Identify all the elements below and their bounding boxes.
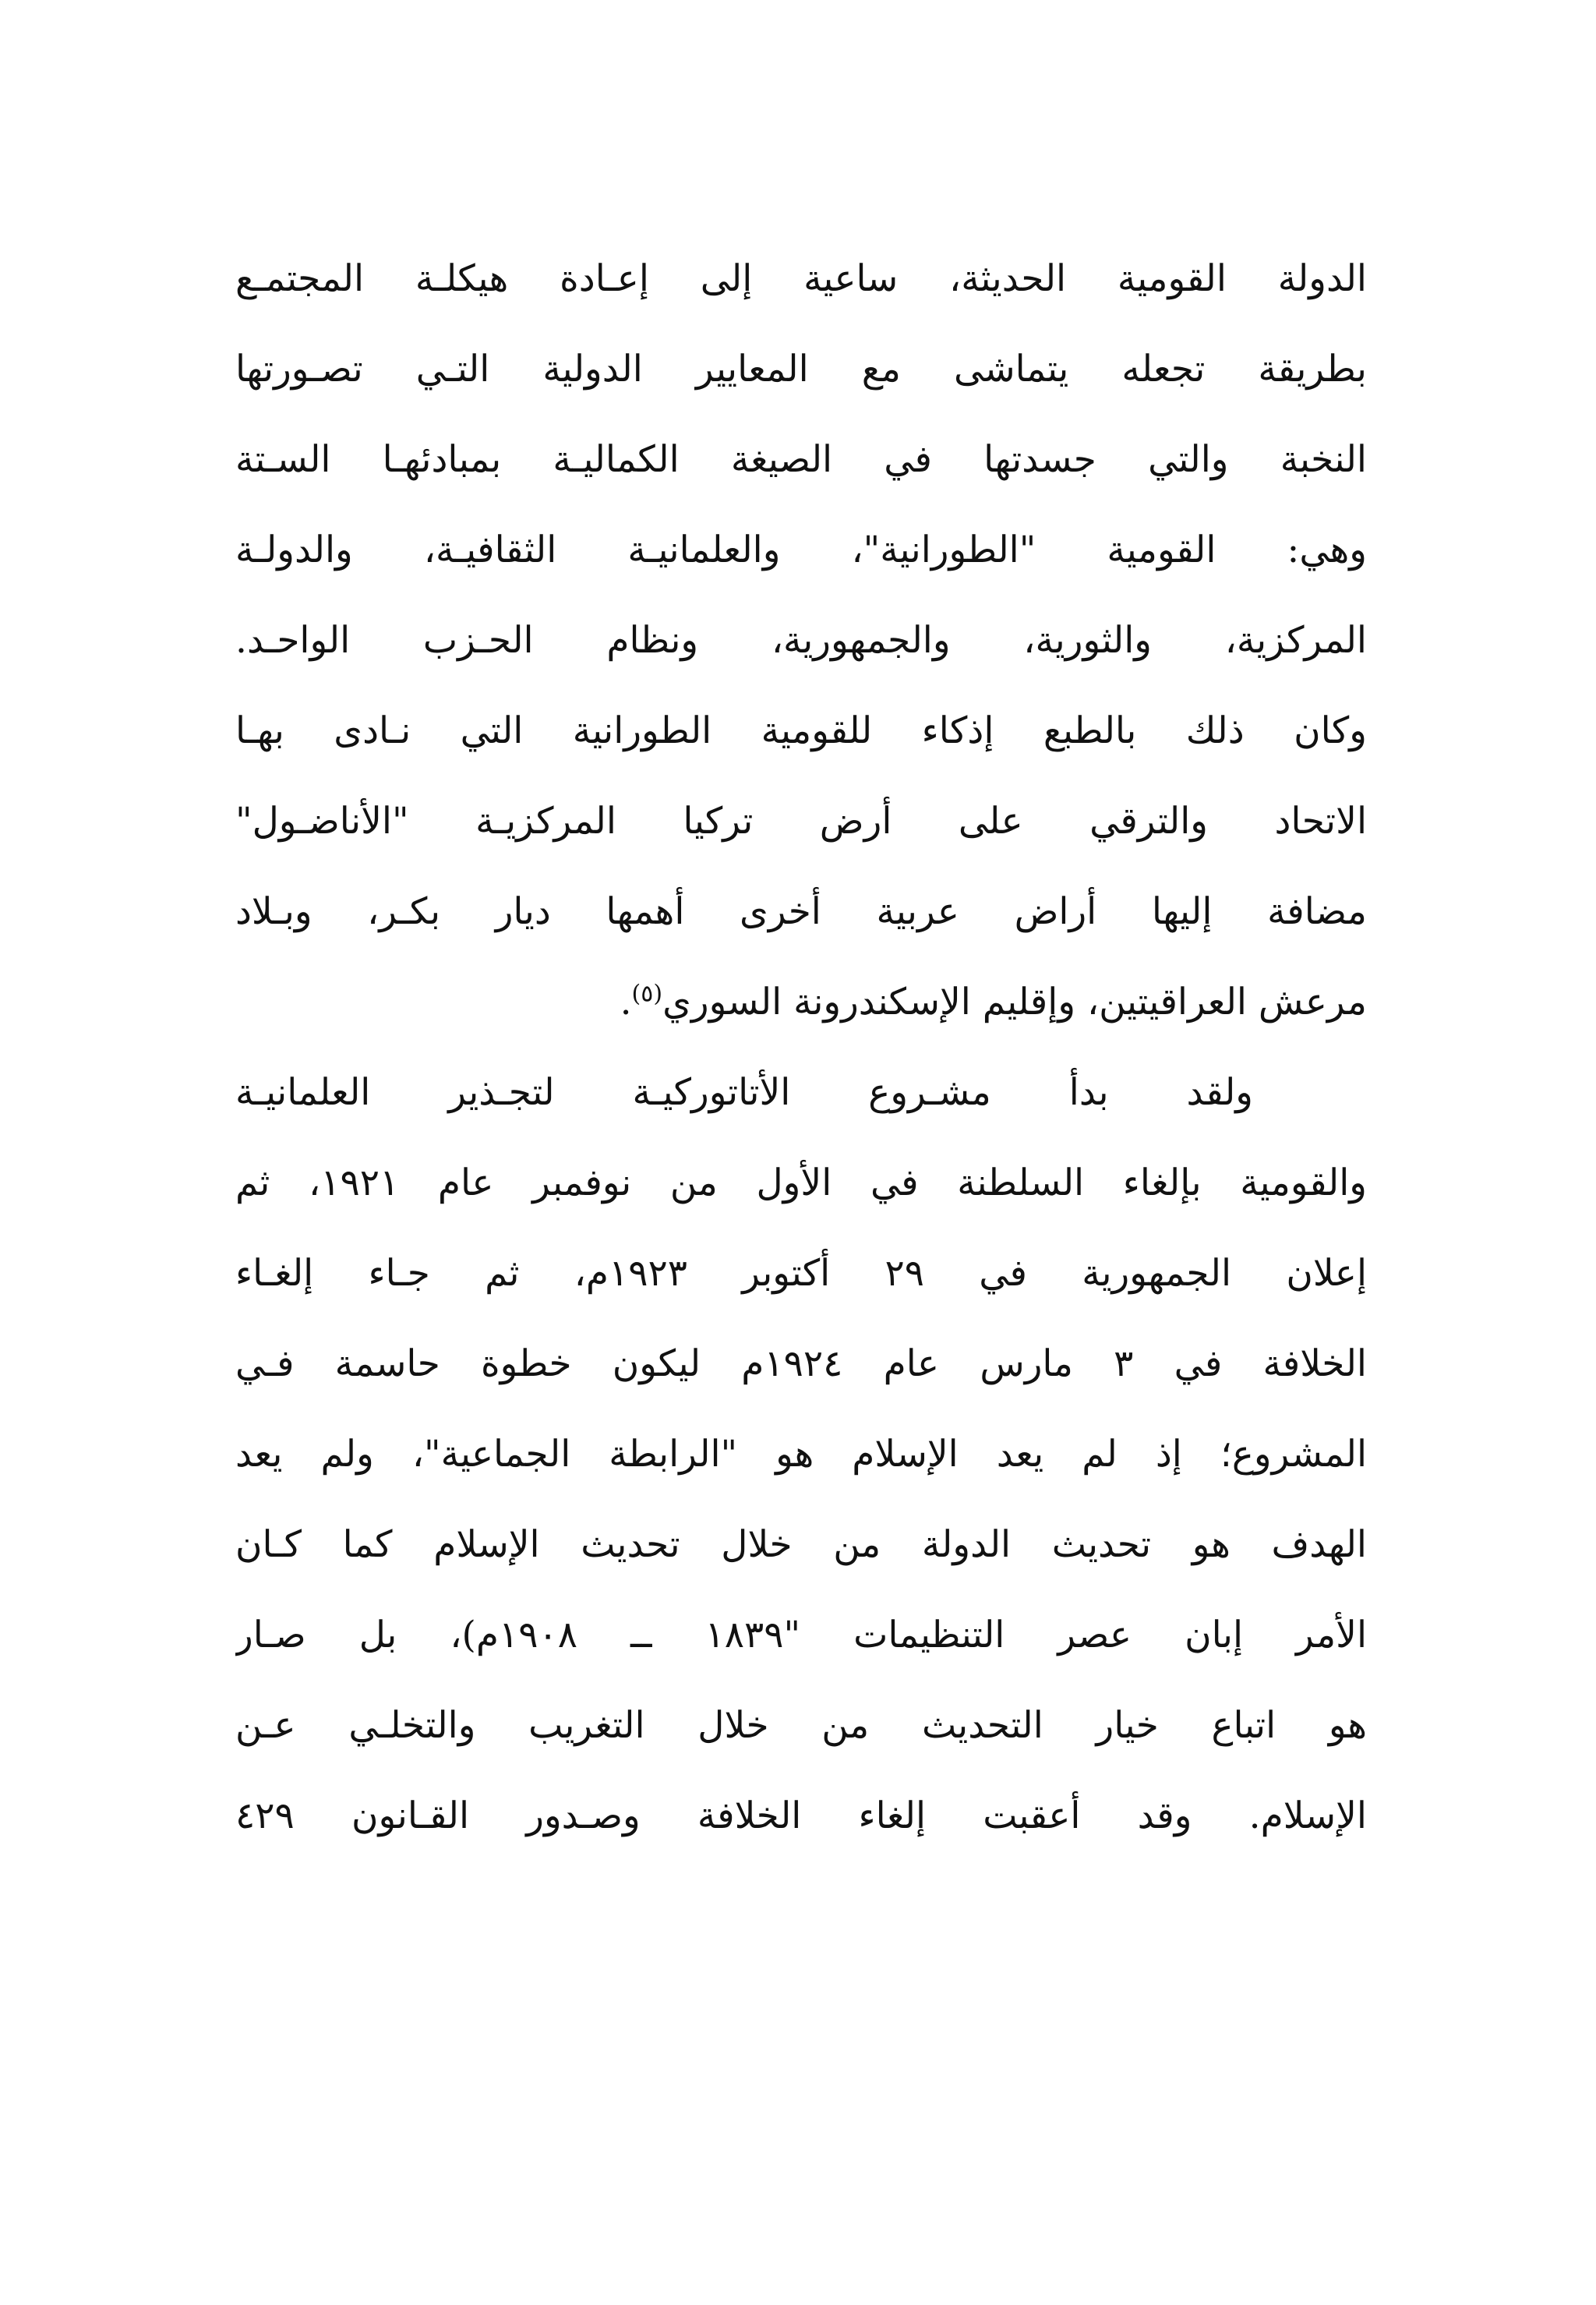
text-line: الأمر إبان عصر التنظيمات "١٨٣٩ ــ ١٩٠٨م)، بل صـار [235, 1614, 1367, 1656]
text-line: وهي: القومية "الطورانية"، والعلمانيـة الثقافيـة، والدولـة [235, 529, 1367, 571]
text-line: النخبة والتي جسدتها في الصيغة الكماليـة بمبادئهـا السـتة [235, 438, 1367, 481]
text-line: مضافة إليها أراض عربية أخرى أهمها ديار بكـر، وبـلاد [235, 890, 1367, 933]
sentence-end: . [620, 981, 632, 1023]
footnote-reference: (٥) [631, 980, 663, 1008]
text-line: والقومية بإلغاء السلطنة في الأول من نوفمبر عام ١٩٢١، ثم [235, 1161, 1367, 1204]
text-line: إعلان الجمهورية في ٢٩ أكتوبر ١٩٢٣م، ثم جـاء إلغـاء [235, 1252, 1367, 1295]
text-line-content: مرعش العراقيتين، وإقليم الإسكندرونة السوري [662, 981, 1367, 1023]
text-line: الاتحاد والترقي على أرض تركيا المركزيـة "الأناضـول" [235, 800, 1367, 843]
text-line: هو اتباع خيار التحديث من خلال التغريب والتخلـي عـن [235, 1704, 1367, 1747]
text-line-with-footnote [235, 957, 1367, 1048]
text-line-indented: ولقد بدأ مشـروع الأتاتوركيـة لتجـذير العلمانيـة [235, 1071, 1253, 1114]
text-line: الدولة القومية الحديثة، ساعية إلى إعـادة هيكلـة المجتمـع [235, 257, 1367, 300]
text-line: الهدف هو تحديث الدولة من خلال تحديث الإسلام كما كـان [235, 1523, 1367, 1566]
body-text [235, 234, 1367, 1861]
text-line: الخلافة في ٣ مارس عام ١٩٢٤م ليكون خطوة حاسمة فـي [235, 1342, 1367, 1385]
text-line: الإسلام. وقد أعقبت إلغاء الخلافة وصـدور القـانون ٤٢٩ [235, 1794, 1367, 1837]
paragraph-1 [235, 234, 1367, 1048]
paragraph-2 [235, 1048, 1367, 1861]
text-line: بطريقة تجعله يتماشى مع المعايير الدولية التـي تصـورتها [235, 348, 1367, 391]
text-line: وكان ذلك بالطبع إذكاء للقومية الطورانية التي نـادى بهـا [235, 709, 1367, 752]
text-line: المركزية، والثورية، والجمهورية، ونظام الحـزب الواحـد. [235, 619, 1367, 662]
text-line: المشروع؛ إذ لم يعد الإسلام هو "الرابطة الجماعية"، ولم يعد [235, 1433, 1367, 1476]
